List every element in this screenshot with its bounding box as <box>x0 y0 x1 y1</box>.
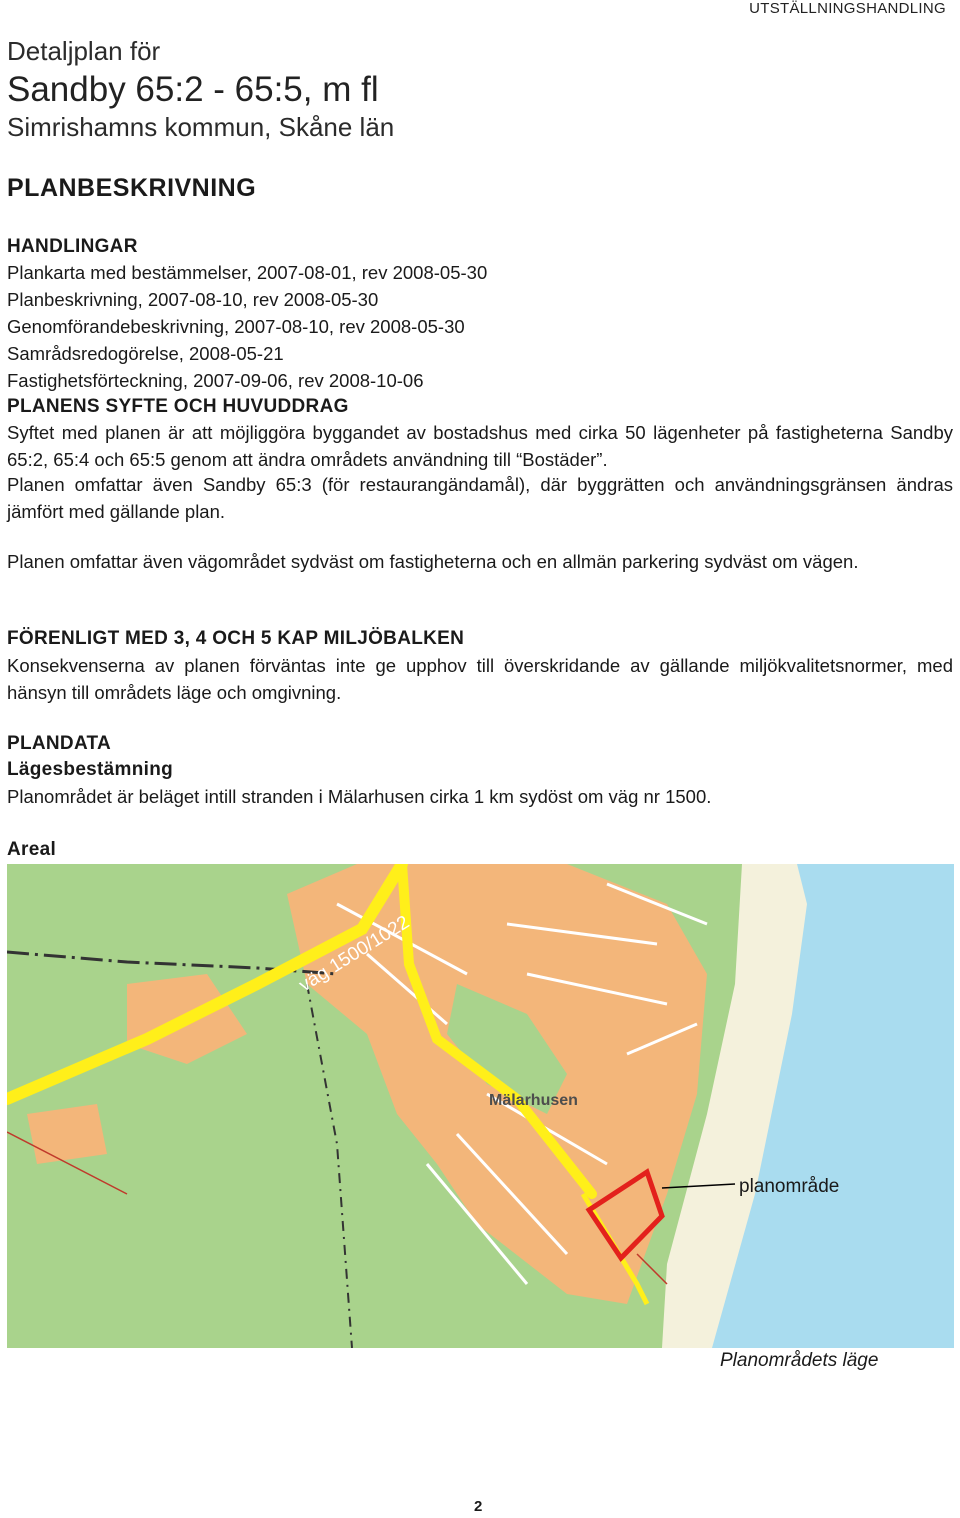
handlingar-item: Genomförandebeskrivning, 2007-08-10, rev 2008-05-30 <box>7 316 465 337</box>
handlingar-heading: HANDLINGAR <box>7 236 138 257</box>
page-number: 2 <box>474 1498 483 1515</box>
map-caption: Planområdets läge <box>720 1350 879 1371</box>
handlingar-item: Fastighetsförteckning, 2007-09-06, rev 2008-10-06 <box>7 370 424 391</box>
main-heading: PLANBESKRIVNING <box>7 174 257 202</box>
document-status-stamp: UTSTÄLLNINGSHANDLING <box>749 0 946 17</box>
areal-subheading: Areal <box>7 839 57 860</box>
plan-area-label: planområde <box>739 1176 840 1197</box>
handlingar-item: Planbeskrivning, 2007-08-10, rev 2008-05-30 <box>7 289 379 310</box>
road-number-label: väg 1500/1022 <box>295 911 414 997</box>
map-graphic <box>7 864 954 1348</box>
syfte-paragraph-3: Planen omfattar även vägområdet sydväst om fastigheterna och en allmän parkering sydväst om vägen. <box>7 551 859 572</box>
title-municipality: Simrishamns kommun, Skåne län <box>7 112 395 142</box>
title-plan-name: Sandby 65:2 - 65:5, m fl <box>7 70 379 109</box>
syfte-paragraph-1: Syftet med planen är att möjliggöra byggandet av bostadshus med cirka 50 lägenheter på fastigheterna Sandby 65:2, 65:4 och 65:5 genom att ändra områdets användning till “Bostäder”. <box>7 422 953 470</box>
handlingar-item: Samrådsredogörelse, 2008-05-21 <box>7 343 284 364</box>
plandata-heading: PLANDATA <box>7 733 112 754</box>
place-name-label: Mälarhusen <box>489 1092 578 1109</box>
lagesbestamning-text: Planområdet är beläget intill stranden i Mälarhusen cirka 1 km sydöst om väg nr 1500. <box>7 786 712 807</box>
syfte-heading: PLANENS SYFTE OCH HUVUDDRAG <box>7 396 349 417</box>
miljobalken-heading: FÖRENLIGT MED 3, 4 OCH 5 KAP MILJÖBALKEN <box>7 628 465 649</box>
lagesbestamning-subheading: Lägesbestämning <box>7 759 174 780</box>
syfte-paragraph-2: Planen omfattar även Sandby 65:3 (för restaurangändamål), där byggrätten och användningsgränsen ändras jämfört med gällande plan. <box>7 474 953 522</box>
location-map <box>7 864 954 1348</box>
handlingar-item: Plankarta med bestämmelser, 2007-08-01, rev 2008-05-30 <box>7 262 488 283</box>
title-line-1: Detaljplan för <box>7 36 161 66</box>
map-farm-area <box>27 1104 107 1164</box>
miljobalken-paragraph: Konsekvenserna av planen förväntas inte ge upphov till överskridande av gällande miljökvalitetsnormer, med hänsyn till områdets läge och omgivning. <box>7 655 953 703</box>
